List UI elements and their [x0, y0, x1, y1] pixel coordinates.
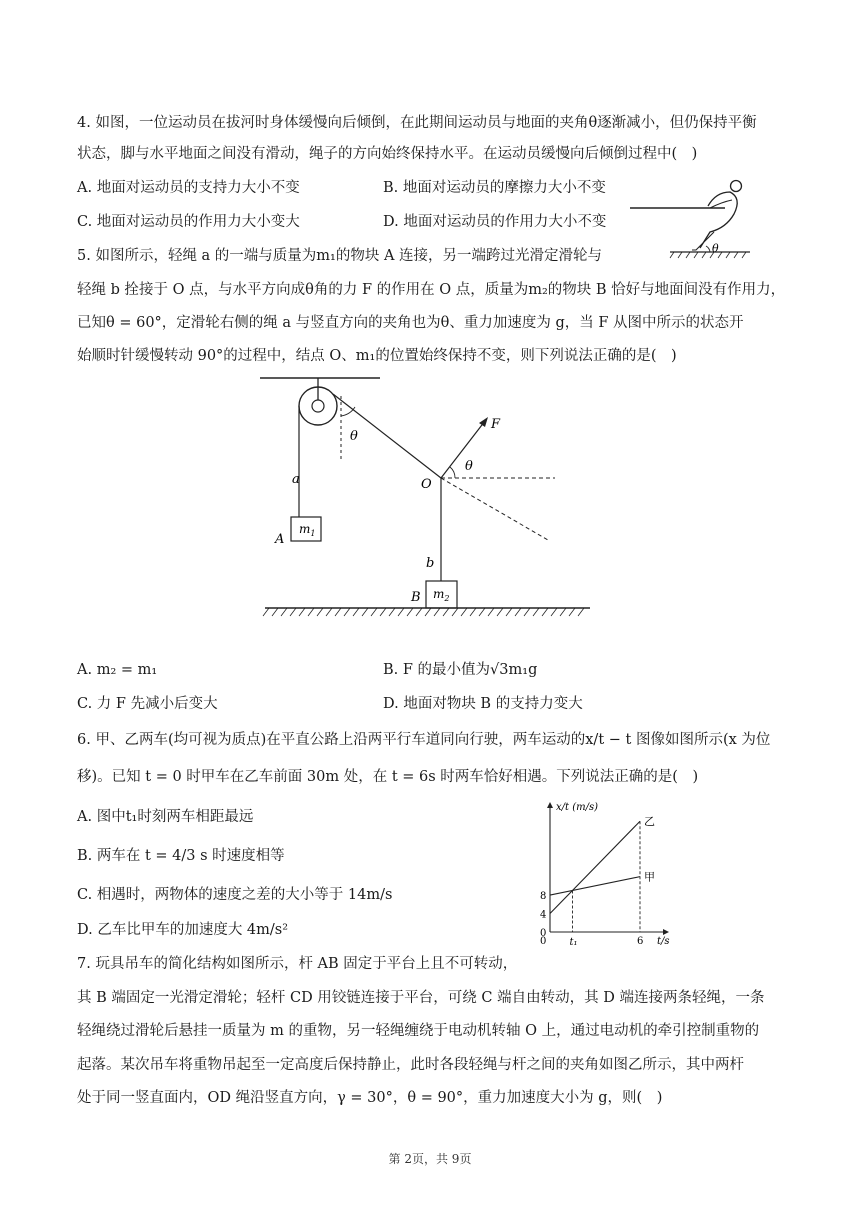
series-line-jia: [550, 877, 640, 895]
q4-line1: 4. 如图，一位运动员在拔河时身体缓慢向后倾倒，在此期间运动员与地面的夹角θ逐渐减小，但仍保持平衡: [77, 115, 757, 131]
fig-label-B: B: [411, 590, 421, 605]
q4-option-d[interactable]: D. 地面对运动员的作用力大小不变: [383, 214, 607, 230]
q7-line3: 轻绳绕过滑轮后悬挂一质量为 m 的重物，另一轻绳缠绕于电动机转轴 O 上，通过电动机的牵引控制重物的: [77, 1023, 760, 1039]
series-label-jia: 甲: [644, 870, 655, 884]
tug-of-war-figure: [630, 172, 780, 262]
q5-option-d[interactable]: D. 地面对物块 B 的支持力变大: [383, 696, 583, 712]
svg-text:m1: [299, 522, 315, 538]
q5-line2: 轻绳 b 拴接于 O 点，与水平方向成θ角的力 F 的作用在 O 点，质量为m₂的物块 B 恰好与地面间没有作用力，: [77, 282, 786, 298]
q5-line1: 5. 如图所示，轻绳 a 的一端与质量为m₁的物块 A 连接，另一端跨过光滑定滑轮与: [77, 248, 603, 264]
series-line-yi: [550, 821, 640, 913]
fig-label-theta2: θ: [465, 459, 473, 474]
y-tick-label: 8: [540, 891, 547, 903]
q5-line4: 始顺时针缓慢转动 90°的过程中，结点 O、m₁的位置始终保持不变，则下列说法正确的是( ): [77, 348, 677, 364]
pulley-figure: [255, 370, 605, 625]
y-tick-label: 0: [540, 928, 547, 939]
x-tick-label: 0: [540, 936, 547, 947]
series-label-yi: 乙: [644, 815, 655, 829]
q7-line2: 其 B 端固定一光滑定滑轮；轻杆 CD 用铰链连接于平台，可绕 C 端自由转动，其 D 端连接两条轻绳，一条: [77, 990, 765, 1006]
q4-fig-theta: θ: [712, 242, 719, 255]
q4-option-a[interactable]: A. 地面对运动员的支持力大小不变: [77, 180, 300, 196]
fig-label-F: F: [491, 417, 501, 432]
x-tick-label: t₁: [569, 937, 578, 948]
fig-label-A: A: [275, 532, 285, 547]
x-tick-label: 6: [637, 936, 644, 947]
xt-t-chart: [525, 800, 675, 950]
svg-text:m2: [433, 587, 449, 603]
fig-label-theta1: θ: [350, 429, 358, 444]
fig-label-m2-sub: 2: [444, 594, 450, 603]
q5-option-a[interactable]: A. m₂ = m₁: [77, 662, 158, 678]
q5-option-b[interactable]: B. F 的最小值为√3m₁g: [383, 662, 538, 678]
x-axis-arrow: [663, 929, 669, 935]
page-footer: 第 2页，共 9页: [388, 1152, 472, 1166]
q6-option-c[interactable]: C. 相遇时，两物体的速度之差的大小等于 14m/s: [77, 887, 393, 903]
fig-label-b: b: [426, 556, 435, 571]
q7-line5: 处于同一竖直面内，OD 绳沿竖直方向，γ = 30°，θ = 90°，重力加速度大小为 g，则( ): [77, 1090, 663, 1106]
fig-label-a: a: [292, 472, 300, 487]
fig-label-m2: m: [433, 587, 445, 601]
fig-label-m1: m: [299, 522, 311, 536]
y-axis-arrow: [547, 802, 553, 808]
y-axis-label: x/t (m/s): [556, 802, 598, 813]
q6-option-a[interactable]: A. 图中t₁时刻两车相距最远: [77, 809, 254, 825]
q6-option-b[interactable]: B. 两车在 t = 4/3 s 时速度相等: [77, 848, 285, 864]
q6-option-d[interactable]: D. 乙车比甲车的加速度大 4m/s²: [77, 922, 289, 938]
q5-option-c[interactable]: C. 力 F 先减小后变大: [77, 696, 218, 712]
q4-option-b[interactable]: B. 地面对运动员的摩擦力大小不变: [383, 180, 606, 196]
q4-line2: 状态，脚与水平地面之间没有滑动，绳子的方向始终保持水平。在运动员缓慢向后倾倒过程中( ): [77, 146, 698, 162]
q5-line3: 已知θ = 60°，定滑轮右侧的绳 a 与竖直方向的夹角也为θ、重力加速度为 g，当 F 从图中所示的状态开: [77, 315, 744, 331]
fig-label-O: O: [421, 477, 432, 492]
q7-line1: 7. 玩具吊车的简化结构如图所示，杆 AB 固定于平台上且不可转动，: [77, 956, 518, 972]
x-axis-label: t/s: [657, 936, 670, 947]
y-tick-label: 4: [540, 909, 547, 921]
fig-label-m1-sub: 1: [310, 529, 316, 538]
q4-option-c[interactable]: C. 地面对运动员的作用力大小变大: [77, 214, 300, 230]
q6-line2: 移)。已知 t = 0 时甲车在乙车前面 30m 处，在 t = 6s 时两车恰好相遇。下列说法正确的是( ): [77, 769, 699, 785]
q6-line1: 6. 甲、乙两车(均可视为质点)在平直公路上沿两平行车道同向行驶，两车运动的x/t − t 图像如图所示(x 为位: [77, 732, 771, 748]
q7-line4: 起落。某次吊车将重物吊起至一定高度后保持静止，此时各段轻绳与杆之间的夹角如图乙所示，其中两杆: [77, 1057, 744, 1073]
